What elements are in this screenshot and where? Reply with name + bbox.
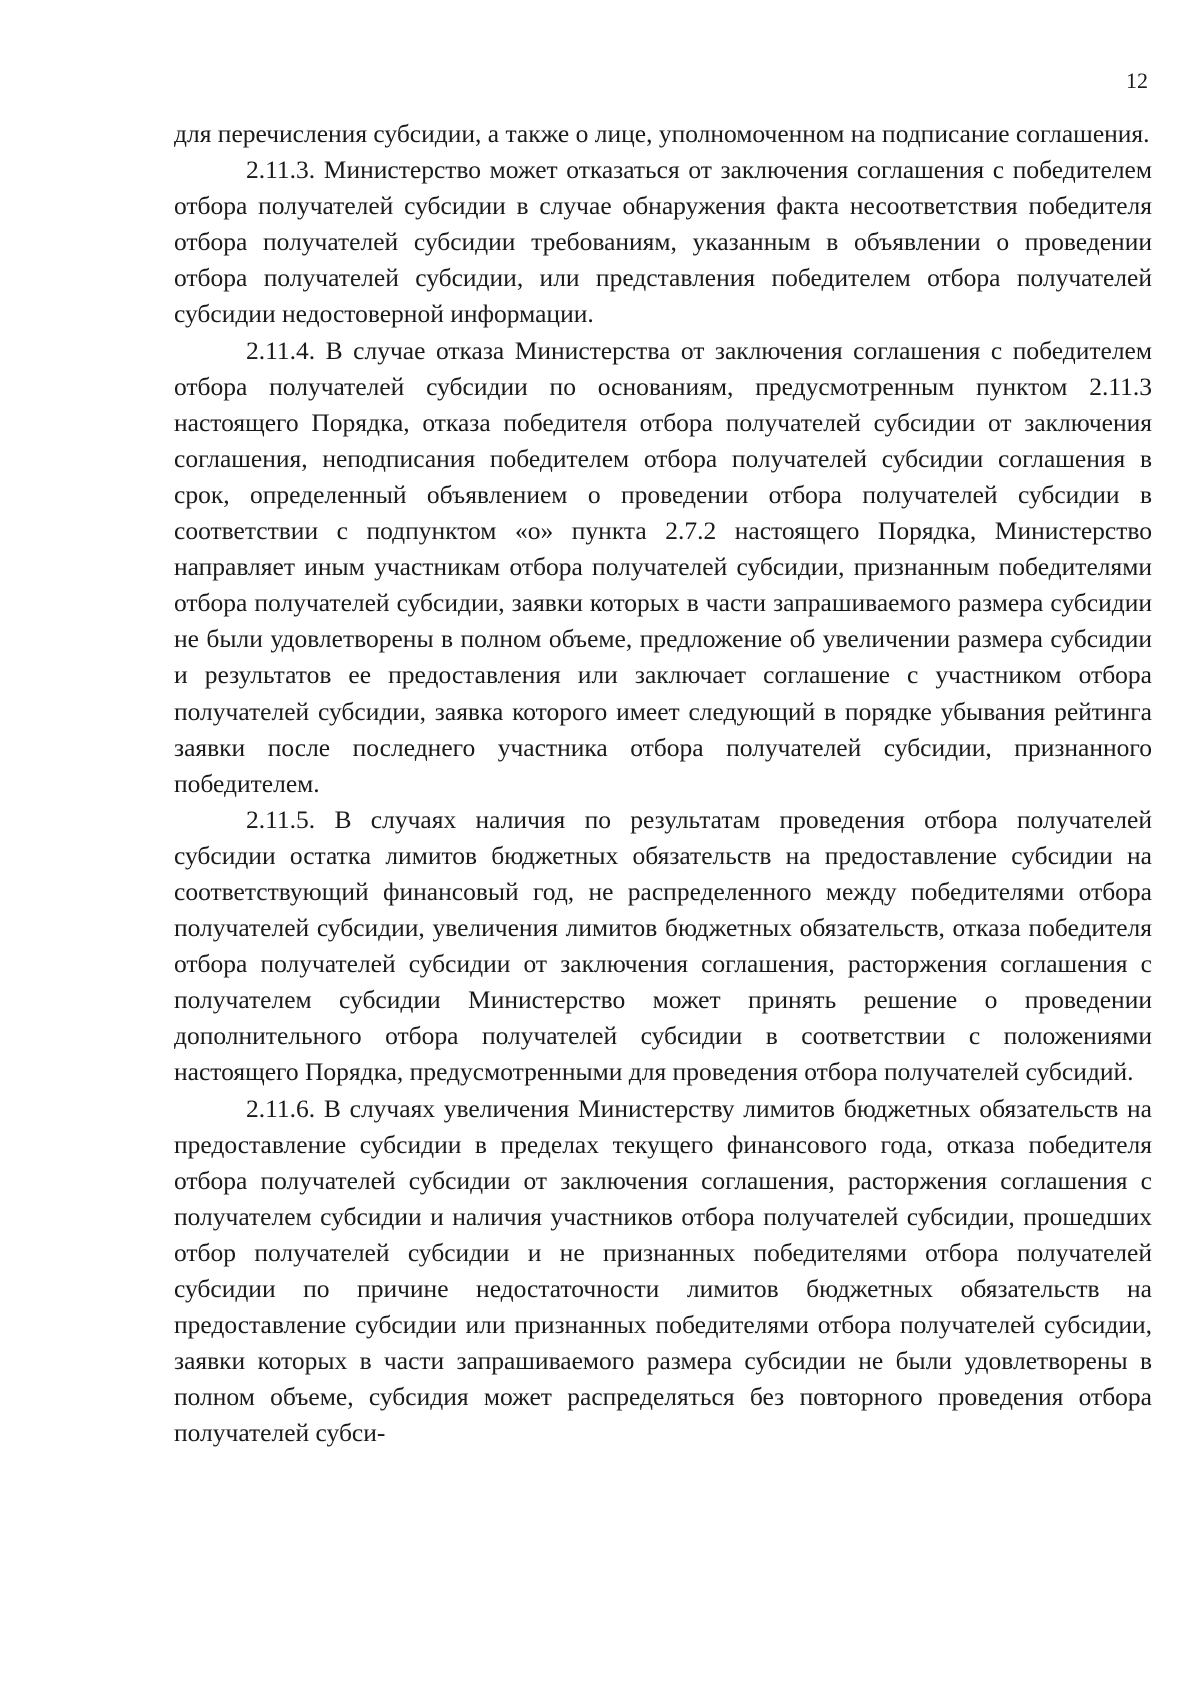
paragraph-2-11-6: 2.11.6. В случаях увеличения Министерству лимитов бюджетных обязательств на предоставление субсидии в пределах текущего финансового года, отказа победителя отбора получателей субсидии от заключения соглашения, расторжения соглашения с получателем субсидии и наличия участников отбора получателей субсидии, прошедших отбор получателей субсидии и не признанных победителями отбора получателей субсидии по причине недостаточности лимитов бюджетных обязательств на предоставление субсидии или признанных победителями отбора получателей субсидии, заявки которых в части запрашиваемого размера субсидии не были удовлетворены в полном объеме, субсидия может распределяться без повторного проведения отбора получателей субси- [174, 1093, 1152, 1448]
paragraph-2-11-5: 2.11.5. В случаях наличия по результатам проведения отбора получателей субсидии остатка лимитов бюджетных обязательств на предоставление субсидии на соответствующий финансовый год, не распределенного между победителями отбора получателей субсидии, увеличения лимитов бюджетных обязательств, отказа победителя отбора получателей субсидии от заключения соглашения, расторжения соглашения с получателем субсидии Министерство может принять решение о проведении дополнительного отбора получателей субсидии в соответствии с положениями настоящего Порядка, предусмотренными для проведения отбора получателей субсидий. [174, 804, 1152, 1087]
paragraph-continuation: для перечисления субсидии, а также о лице, уполномоченном на подписание соглашения. [174, 119, 1150, 148]
document-body [174, 116, 1152, 1451]
page-number: 12 [1126, 68, 1148, 93]
paragraph-2-11-3: 2.11.3. Министерство может отказаться от заключения соглашения с победителем отбора получателей субсидии в случае обнаружения факта несоответствия победителя отбора получателей субсидии требованиям, указанным в объявлении о проведении отбора получателей субсидии, или представления победителем отбора получателей субсидии недостоверной информации. [174, 155, 1152, 329]
paragraph-2-11-4: 2.11.4. В случае отказа Министерства от заключения соглашения с победителем отбора получателей субсидии по основаниям, предусмотренным пунктом 2.11.3 настоящего Порядка, отказа победителя отбора получателей субсидии от заключения соглашения, неподписания победителем отбора получателей субсидии соглашения в срок, определенный объявлением о проведении отбора получателей субсидии в соответствии с подпунктом «о» пункта 2.7.2 настоящего Порядка, Министерство направляет иным участникам отбора получателей субсидии, признанным победителями отбора получателей субсидии, заявки которых в части запрашиваемого размера субсидии не были удовлетворены в полном объеме, предложение об увеличении размера субсидии и результатов ее предоставления или заключает соглашение с участником отбора получателей субсидии, заявка которого имеет следующий в порядке убывания рейтинга заявки после последнего участника отбора получателей субсидии, признанного победителем. [174, 335, 1152, 798]
